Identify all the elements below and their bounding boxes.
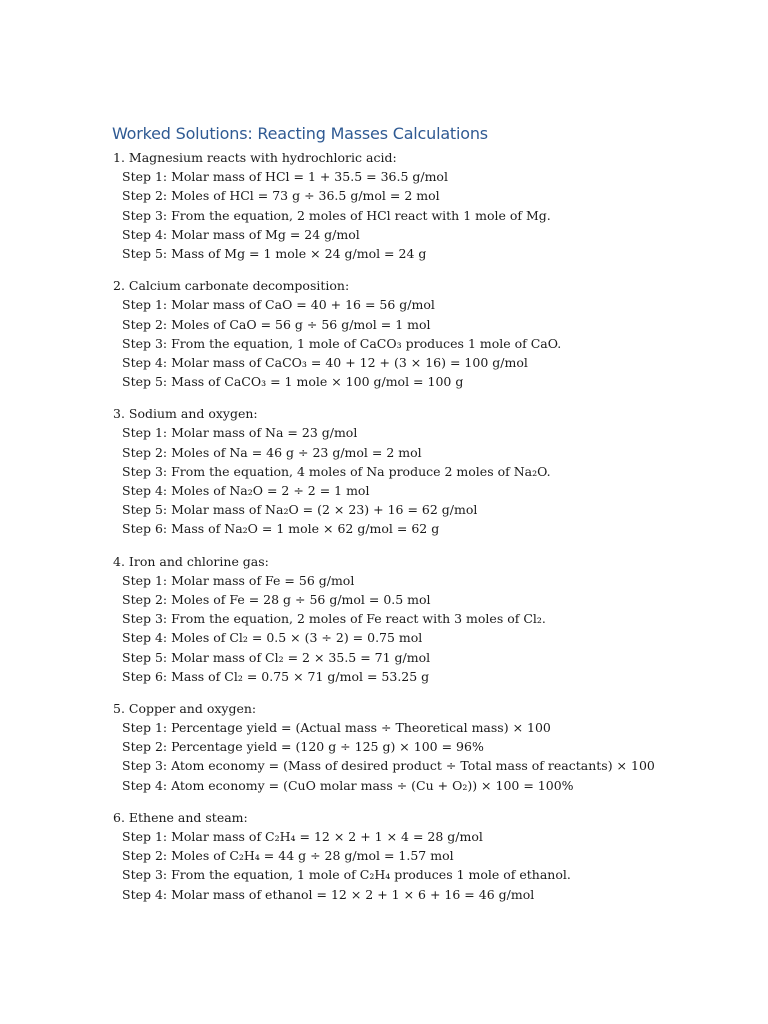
step-line: Step 4: Molar mass of Mg = 24 g/mol — [122, 226, 360, 242]
step-line: Step 3: From the equation, 1 mole of C₂H₄ produces 1 mole of ethanol. — [122, 867, 571, 883]
step-list — [113, 571, 733, 686]
step-list — [113, 827, 733, 904]
problem-3 — [113, 404, 733, 538]
problem-heading: 5. Copper and oxygen: — [113, 700, 257, 716]
problem-5 — [113, 699, 733, 795]
step-list — [113, 295, 733, 391]
step-line: Step 1: Molar mass of C₂H₄ = 12 × 2 + 1 × 4 = 28 g/mol — [122, 829, 483, 844]
problem-2 — [113, 276, 733, 391]
step-line: Step 2: Moles of CaO = 56 g ÷ 56 g/mol = 1 mol — [122, 316, 431, 332]
step-line: Step 2: Moles of Fe = 28 g ÷ 56 g/mol = 0.5 mol — [122, 591, 431, 607]
step-line: Step 2: Percentage yield = (120 g ÷ 125 g) × 100 = 96% — [122, 739, 484, 755]
document-title: Worked Solutions: Reacting Masses Calculations — [112, 124, 488, 143]
step-line: Step 2: Moles of Na = 46 g ÷ 23 g/mol = 2 mol — [122, 444, 422, 460]
step-line: Step 3: From the equation, 2 moles of HCl react with 1 mole of Mg. — [122, 207, 551, 223]
step-line: Step 6: Mass of Na₂O = 1 mole × 62 g/mol = 62 g — [122, 521, 440, 537]
problem-heading: 3. Sodium and oxygen: — [113, 406, 258, 422]
worked-solutions-list — [113, 148, 733, 917]
problem-heading: 6. Ethene and steam: — [113, 809, 248, 825]
step-line: Step 4: Molar mass of CaCO₃ = 40 + 12 + (3 × 16) = 100 g/mol — [122, 354, 528, 370]
step-line: Step 3: From the equation, 4 moles of Na produce 2 moles of Na₂O. — [122, 463, 551, 479]
step-line: Step 5: Mass of Mg = 1 mole × 24 g/mol = 24 g — [122, 245, 427, 261]
step-line: Step 5: Molar mass of Na₂O = (2 × 23) + 16 = 62 g/mol — [122, 502, 478, 518]
step-line: Step 6: Mass of Cl₂ = 0.75 × 71 g/mol = 53.25 g — [122, 668, 430, 684]
step-line: Step 4: Moles of Na₂O = 2 ÷ 2 = 1 mol — [122, 483, 370, 498]
step-line: Step 1: Molar mass of HCl = 1 + 35.5 = 36.5 g/mol — [122, 169, 448, 185]
step-line: Step 3: From the equation, 1 mole of CaCO₃ produces 1 mole of CaO. — [122, 335, 562, 351]
step-line: Step 3: Atom economy = (Mass of desired product ÷ Total mass of reactants) × 100 — [122, 758, 655, 774]
problem-4 — [113, 552, 733, 686]
problem-heading: 4. Iron and chlorine gas: — [113, 553, 269, 569]
step-line: Step 1: Molar mass of CaO = 40 + 16 = 56 g/mol — [122, 297, 435, 313]
problem-1 — [113, 148, 733, 263]
step-list — [113, 167, 733, 263]
step-line: Step 4: Molar mass of ethanol = 12 × 2 + 1 × 6 + 16 = 46 g/mol — [122, 886, 535, 902]
step-list — [113, 718, 733, 795]
step-line: Step 1: Percentage yield = (Actual mass ÷ Theoretical mass) × 100 — [122, 720, 551, 736]
step-line: Step 4: Atom economy = (CuO molar mass ÷ (Cu + O₂)) × 100 = 100% — [122, 777, 574, 793]
step-line: Step 2: Moles of HCl = 73 g ÷ 36.5 g/mol = 2 mol — [122, 188, 440, 204]
step-list — [113, 423, 733, 538]
step-line: Step 1: Molar mass of Fe = 56 g/mol — [122, 572, 355, 588]
step-line: Step 2: Moles of C₂H₄ = 44 g ÷ 28 g/mol = 1.57 mol — [122, 848, 454, 864]
step-line: Step 1: Molar mass of Na = 23 g/mol — [122, 425, 358, 441]
step-line: Step 4: Moles of Cl₂ = 0.5 × (3 ÷ 2) = 0.75 mol — [122, 630, 423, 646]
step-line: Step 5: Molar mass of Cl₂ = 2 × 35.5 = 71 g/mol — [122, 649, 431, 665]
step-line: Step 3: From the equation, 2 moles of Fe react with 3 moles of Cl₂. — [122, 611, 546, 627]
problem-heading: 1. Magnesium reacts with hydrochloric acid: — [113, 150, 397, 165]
step-line: Step 5: Mass of CaCO₃ = 1 mole × 100 g/mol = 100 g — [122, 374, 464, 390]
problem-6 — [113, 808, 733, 904]
problem-heading: 2. Calcium carbonate decomposition: — [113, 278, 350, 294]
